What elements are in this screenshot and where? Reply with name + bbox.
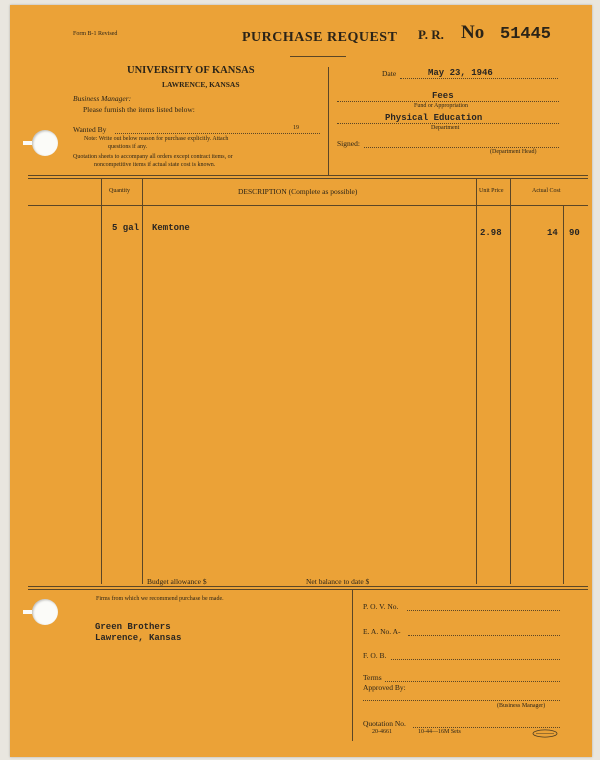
firms-label: Firms from which we recommend purchase be made. <box>96 596 224 602</box>
punch-hole-notch <box>23 141 32 145</box>
number-sign: No <box>461 22 485 43</box>
row-description: Kemtone <box>152 223 190 233</box>
quotation-note-2: noncompetitive items if actual state cost is known. <box>94 162 216 168</box>
table-bottom-border-inner <box>28 589 588 590</box>
punch-hole-notch <box>23 610 32 614</box>
date-line <box>400 78 558 79</box>
note-line-1: Note: Write out below reason for purchase explicitly. Attach <box>84 136 229 142</box>
department-line <box>337 123 559 124</box>
quotation-no-label: Quotation No. <box>363 719 406 728</box>
pov-label: P. O. V. No. <box>363 602 399 611</box>
column-divider-unit-price-right <box>510 178 511 584</box>
ea-line <box>408 635 560 636</box>
column-divider-quantity-right <box>142 178 143 584</box>
terms-line <box>385 681 560 682</box>
department-label: Department <box>431 125 460 131</box>
table-bottom-border <box>28 586 588 587</box>
pr-label: P. R. <box>418 27 444 42</box>
column-divider-quantity-left <box>101 178 102 584</box>
actual-cost-header: Actual Cost <box>532 188 561 194</box>
wanted-by-line <box>115 133 320 134</box>
signed-line <box>364 147 559 148</box>
department-value: Physical Education <box>385 113 483 123</box>
fund-line <box>337 101 559 102</box>
row-cost-dollars: 14 <box>547 228 558 238</box>
quotation-note-1: Quotation sheets to accompany all orders except contract items, or <box>73 154 233 160</box>
table-top-border <box>28 175 588 176</box>
note-line-2: questions if any. <box>108 144 148 150</box>
form-title: PURCHASE REQUEST <box>242 30 398 45</box>
footer-divider <box>352 589 353 741</box>
row-cost-cents: 90 <box>569 228 580 238</box>
business-manager-label: Business Manager: <box>73 94 132 103</box>
wanted-by-label: Wanted By <box>73 125 107 134</box>
union-label-icon <box>532 725 558 734</box>
description-header: DESCRIPTION (Complete as possible) <box>238 187 358 196</box>
punch-hole-bottom <box>32 599 58 625</box>
business-manager-caption: (Business Manager) <box>497 703 546 709</box>
header-divider <box>328 67 329 175</box>
ea-label: E. A. No. A- <box>363 627 401 636</box>
form-code: Form B-1 Revised <box>73 31 118 37</box>
fob-label: F. O. B. <box>363 651 387 660</box>
table-header-border <box>28 205 588 206</box>
purchase-request-form <box>10 5 592 757</box>
pov-line <box>407 610 560 611</box>
furnish-instruction: Please furnish the items listed below: <box>83 105 195 114</box>
quantity-header: Quantity <box>109 188 130 194</box>
row-quantity: 5 gal <box>112 223 140 233</box>
punch-hole-top <box>32 130 58 156</box>
approved-by-label: Approved By: <box>363 683 406 692</box>
department-head-label: (Department Head) <box>490 149 537 155</box>
row-unit-price: 2.98 <box>480 228 502 238</box>
column-divider-cents <box>563 205 564 584</box>
date-label: Date <box>382 69 397 78</box>
signed-label: Signed: <box>337 139 360 148</box>
print-run: 10-44—16M Sets <box>418 729 461 735</box>
terms-label: Terms <box>363 673 382 682</box>
budget-allowance: Budget allowance $ <box>147 577 207 586</box>
year-prefix: 19 <box>293 125 299 131</box>
print-code: 20-4661 <box>372 729 392 735</box>
title-underline <box>290 56 346 57</box>
unit-price-header: Unit Price <box>479 188 504 194</box>
approved-line <box>363 700 560 701</box>
column-divider-unit-price-left <box>476 178 477 584</box>
fund-label: Fund or Appropriation <box>414 103 468 109</box>
fob-line <box>391 659 560 660</box>
university-location: LAWRENCE, KANSAS <box>162 80 240 89</box>
table-top-border-inner <box>28 178 588 179</box>
net-balance: Net balance to date $ <box>306 577 370 586</box>
pr-number: 51445 <box>500 25 552 44</box>
fund-value: Fees <box>432 91 454 101</box>
date-value: May 23, 1946 <box>428 68 493 78</box>
university-name: UNIVERSITY OF KANSAS <box>127 65 255 76</box>
firm-city: Lawrence, Kansas <box>95 633 182 643</box>
firm-name: Green Brothers <box>95 622 171 632</box>
